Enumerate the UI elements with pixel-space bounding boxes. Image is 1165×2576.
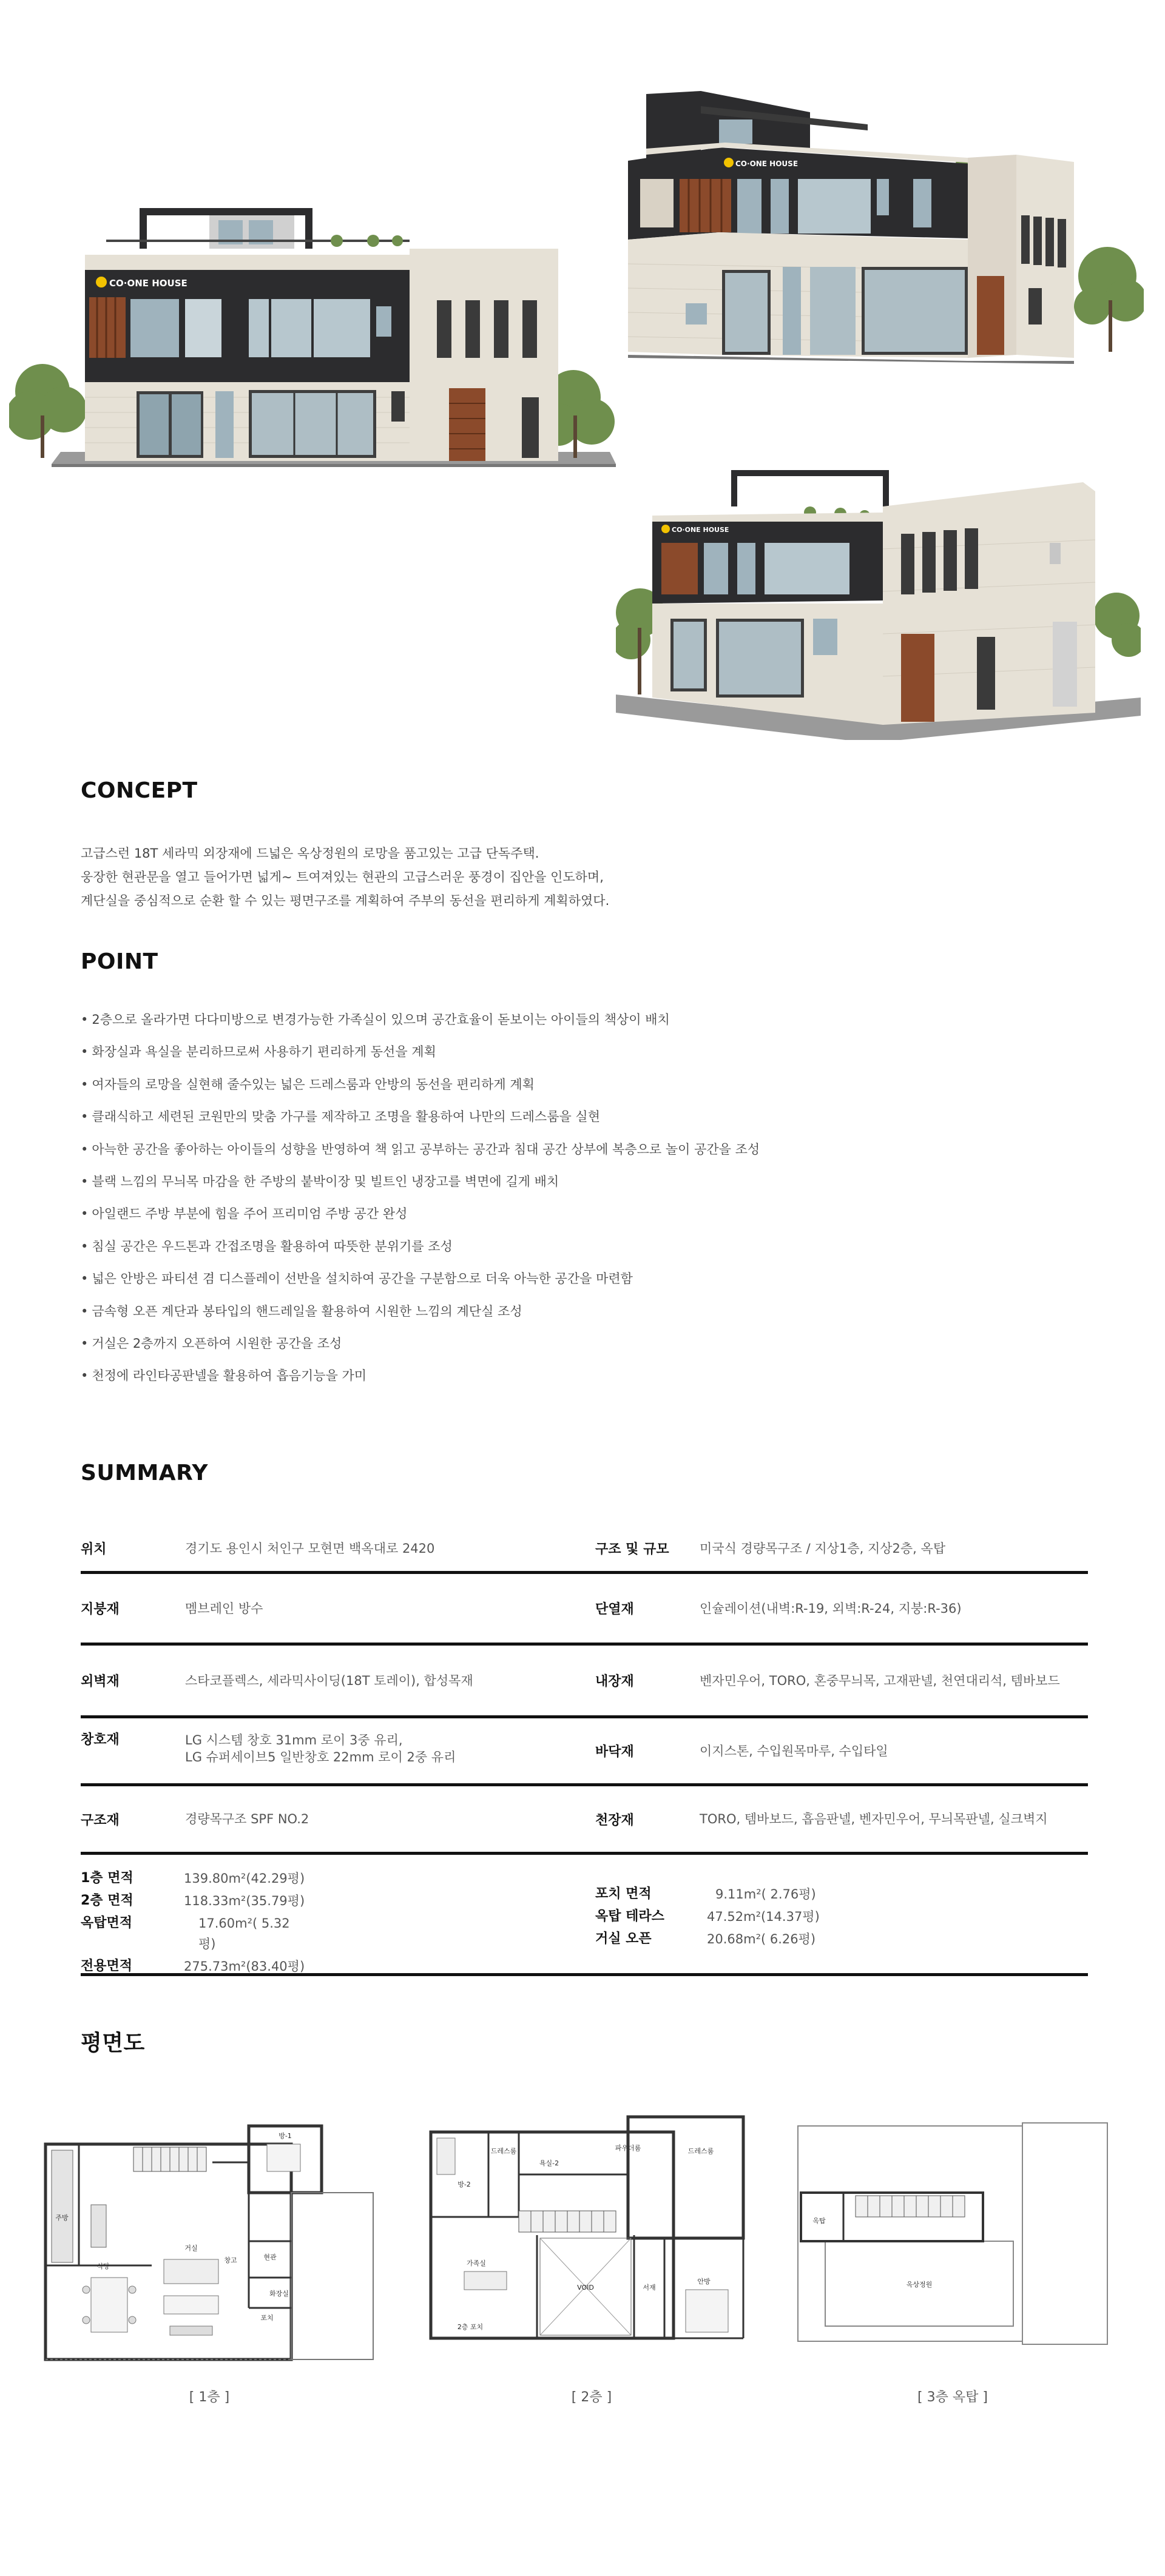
room-label: 주방	[55, 2214, 69, 2222]
area-value: 17.60m²( 5.32평)	[198, 1916, 290, 1951]
area-right-block	[595, 1884, 838, 1949]
house-render-front	[9, 197, 616, 473]
summary-value: 이지스톤, 수입원목마루, 수입타일	[700, 1743, 888, 1758]
floorplan-caption: [ 2층 ]	[571, 2390, 612, 2405]
summary-area-row	[81, 1855, 1088, 1976]
summary-label: 위치	[81, 1542, 107, 1557]
summary-row	[81, 1646, 1088, 1718]
area-label: 옥탑 테라스	[595, 1909, 664, 1924]
point-item: • 천정에 라인타공판넬을 활용하여 흡음기능을 가미	[81, 1367, 1052, 1399]
summary-label: 바닥재	[595, 1744, 634, 1760]
point-item: • 클래식하고 세련된 코원만의 맞춤 가구를 제작하고 조명을 활용하여 나만의 드레스룸을 실현	[81, 1108, 1052, 1140]
floorplan-caption: [ 3층 옥탑 ]	[917, 2390, 988, 2405]
area-label: 전용면적	[81, 1959, 133, 1974]
concept-title: CONCEPT	[81, 778, 198, 803]
point-item: • 침실 공간은 우드톤과 간접조명을 활용하여 따뜻한 분위기를 조성	[81, 1238, 1052, 1270]
summary-label: 내장재	[595, 1674, 634, 1689]
room-label: 포치	[260, 2314, 274, 2322]
summary-label: 외벽재	[81, 1674, 120, 1689]
point-item: • 아일랜드 주방 부분에 힘을 주어 프리미엄 주방 공간 완성	[81, 1205, 1052, 1237]
point-item: • 넓은 안방은 파티션 겸 디스플레이 선반을 설치하여 공간을 구분함으로 더욱 아늑한 공간을 마련함	[81, 1270, 1052, 1302]
room-label: 옥상정원	[906, 2281, 933, 2288]
summary-value: LG 슈퍼세이브5 일반창호 22mm 로이 2중 유리	[185, 1750, 456, 1764]
floorplan-1f	[42, 2114, 376, 2366]
point-item: • 2층으로 올라가면 다다미방으로 변경가능한 가족실이 있으며 공간효율이 돋보이는 아이들의 책상이 배치	[81, 1011, 1052, 1043]
summary-row	[81, 1718, 1088, 1786]
building-sign-text-3: CO·ONE HOUSE	[672, 526, 729, 534]
room-label: 방-1	[279, 2132, 292, 2140]
room-label: 옥탑	[812, 2217, 826, 2225]
area-value: 20.68m²( 6.26평)	[707, 1932, 816, 1946]
room-label: 창고	[224, 2256, 237, 2264]
room-label: 식당	[96, 2262, 110, 2270]
concept-line: 웅장한 현관문을 열고 들어가면 넓게~ 트여져있는 현관의 고급스러운 풍경이 집안을 인도하며,	[81, 870, 604, 884]
summary-title: SUMMARY	[81, 1461, 208, 1485]
room-label: 화장실	[269, 2290, 289, 2298]
floorplan-rooftop	[795, 2120, 1113, 2347]
concept-body	[81, 842, 930, 913]
room-label: 현관	[263, 2253, 277, 2261]
summary-value: 경기도 용인시 처인구 모현면 백옥대로 2420	[185, 1541, 435, 1556]
area-label: 포치 면적	[595, 1886, 652, 1902]
summary-label: 단열재	[595, 1602, 634, 1617]
room-label: 드레스룸	[490, 2147, 517, 2155]
summary-label: 구조 및 규모	[595, 1542, 669, 1557]
area-label: 옥탑면적	[81, 1915, 133, 1931]
building-sign-text: CO·ONE HOUSE	[109, 278, 187, 289]
room-label: 서재	[643, 2284, 656, 2292]
summary-row	[81, 1574, 1088, 1646]
area-value: 9.11m²( 2.76평)	[715, 1887, 816, 1902]
room-label: 욕실-2	[539, 2159, 559, 2167]
area-value: 275.73m²(83.40평)	[184, 1959, 305, 1974]
summary-value: 인슐레이션(내벽:R-19, 외벽:R-24, 지붕:R-36)	[700, 1601, 962, 1616]
point-title: POINT	[81, 949, 158, 974]
house-render-perspective	[628, 88, 1144, 379]
point-item: • 금속형 오픈 계단과 봉타입의 핸드레일을 활용하여 시원한 느낌의 계단실 조성	[81, 1303, 1052, 1335]
area-value: 118.33m²(35.79평)	[184, 1894, 305, 1908]
area-label: 거실 오픈	[595, 1931, 652, 1946]
summary-table	[81, 1525, 1088, 1976]
summary-value: 벤자민우어, TORO, 혼중무늬목, 고재판넬, 천연대리석, 템바보드	[700, 1673, 1060, 1688]
room-label: 드레스룸	[687, 2147, 714, 2155]
room-label: VOID	[577, 2284, 594, 2292]
area-left-block	[81, 1868, 305, 1977]
point-item: • 거실은 2층까지 오픈하여 시원한 공간을 조성	[81, 1335, 1052, 1367]
room-label: 방-2	[458, 2181, 471, 2188]
floorplan-caption: [ 1층 ]	[189, 2390, 230, 2405]
summary-value: TORO, 템바보드, 흡음판넬, 벤자민우어, 무늬목판넬, 실크벽지	[700, 1812, 1048, 1826]
point-item: • 여자들의 로망을 실현해 줄수있는 넓은 드레스룸과 안방의 동선을 편리하게 계획	[81, 1076, 1052, 1108]
floorplan-2f	[428, 2114, 749, 2341]
summary-row	[81, 1525, 1088, 1574]
room-label: 파우더룸	[615, 2144, 641, 2152]
room-label: 안방	[697, 2278, 711, 2285]
point-item: • 아늑한 공간을 좋아하는 아이들의 성향을 반영하여 책 읽고 공부하는 공간과 침대 공간 상부에 복층으로 놀이 공간을 조성	[81, 1141, 1052, 1173]
house-render-rear	[616, 458, 1141, 740]
area-value: 47.52m²(14.37평)	[707, 1909, 820, 1924]
point-list	[81, 1011, 1052, 1400]
summary-label: 창호재	[81, 1732, 120, 1747]
summary-row	[81, 1786, 1088, 1855]
area-value: 139.80m²(42.29평)	[184, 1871, 305, 1886]
room-label: 2층 포치	[457, 2323, 484, 2331]
concept-line: 고급스런 18T 세라믹 외장재에 드넓은 옥상정원의 로망을 품고있는 고급 단독주택.	[81, 846, 539, 861]
point-item: • 화장실과 욕실을 분리하므로써 사용하기 편리하게 동선을 계획	[81, 1043, 1052, 1075]
building-sign-text-2: CO·ONE HOUSE	[735, 160, 799, 168]
floorplan-title: 평면도	[81, 2031, 145, 2056]
concept-line: 계단실을 중심적으로 순환 할 수 있는 평면구조를 계획하여 주부의 동선을 편리하게 계획하였다.	[81, 893, 610, 908]
area-label: 1층 면적	[81, 1871, 133, 1886]
area-label: 2층 면적	[81, 1893, 133, 1908]
summary-label: 구조재	[81, 1812, 120, 1828]
summary-value: LG 시스템 창호 31mm 로이 3중 유리,	[185, 1733, 403, 1747]
summary-value: 미국식 경량목구조 / 지상1층, 지상2층, 옥탑	[700, 1541, 946, 1556]
summary-value: 경량목구조 SPF NO.2	[185, 1812, 309, 1826]
summary-label: 지붕재	[81, 1602, 120, 1617]
summary-value-multiline	[185, 1732, 456, 1766]
summary-value: 멤브레인 방수	[185, 1601, 263, 1616]
point-item: • 블랙 느낌의 무늬목 마감을 한 주방의 붙박이장 및 빌트인 냉장고를 벽면에 길게 배치	[81, 1173, 1052, 1205]
room-label: 가족실	[467, 2259, 486, 2267]
summary-label: 천장재	[595, 1812, 634, 1828]
summary-value: 스타코플렉스, 세라믹사이딩(18T 토레이), 합성목재	[185, 1673, 473, 1688]
room-label: 거실	[184, 2244, 198, 2252]
